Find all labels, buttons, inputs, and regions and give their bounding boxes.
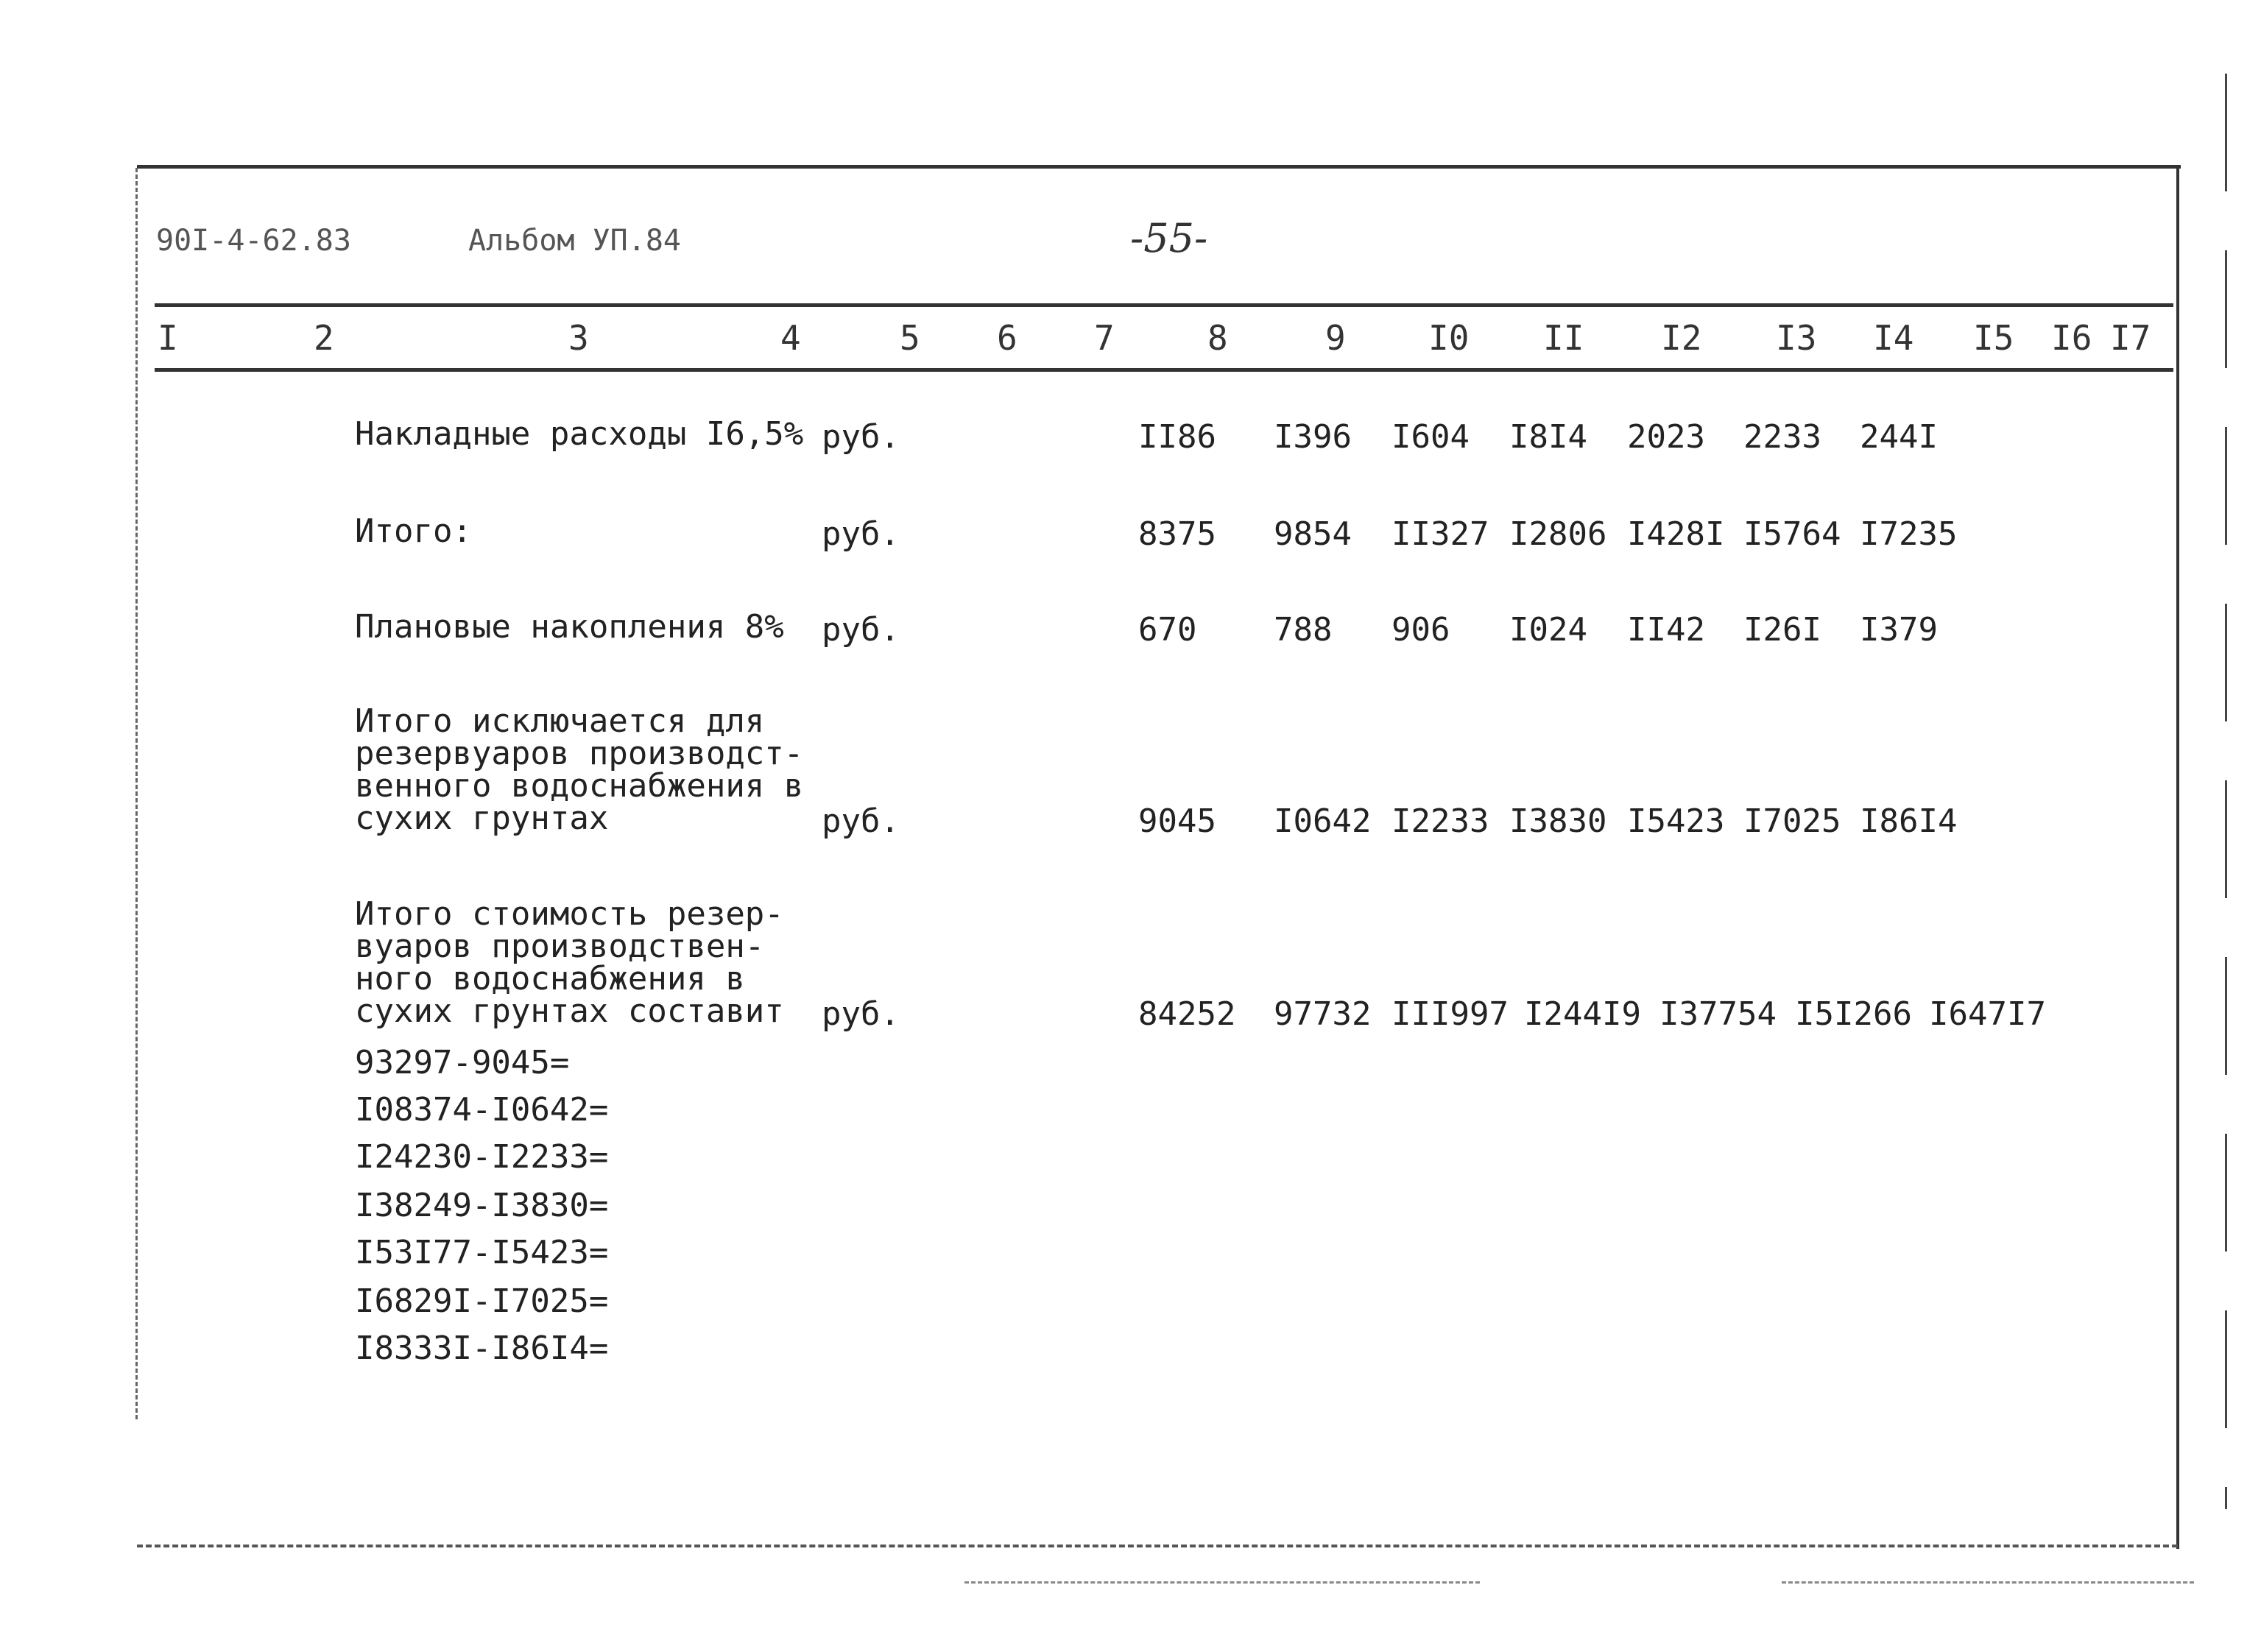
row-unit: руб. xyxy=(822,515,900,553)
column-number: 7 xyxy=(1094,318,1115,358)
calculation-line: I6829I-I7025= xyxy=(355,1282,609,1320)
column-number: 2 xyxy=(314,318,334,358)
row-value: I428I xyxy=(1627,515,1725,553)
row-label: Накладные расходы I6,5% xyxy=(355,415,804,453)
row-label: Плановые накопления 8% xyxy=(355,608,784,646)
calculation-line: 93297-9045= xyxy=(355,1044,570,1081)
calculation-line: I08374-I0642= xyxy=(355,1091,609,1129)
row-value: 2233 xyxy=(1743,418,1821,456)
row-unit: руб. xyxy=(822,418,900,456)
calculation-line: I38249-I3830= xyxy=(355,1187,609,1224)
row-value: 9045 xyxy=(1138,802,1216,840)
row-value: I2806 xyxy=(1509,515,1607,553)
row-value: I7235 xyxy=(1860,515,1958,553)
row-value: II42 xyxy=(1627,611,1705,649)
column-number: I6 xyxy=(2051,318,2092,358)
row-value: 670 xyxy=(1138,611,1197,649)
frame-bottom-line xyxy=(137,1545,2178,1547)
page-number: -55- xyxy=(1130,215,1208,261)
column-number: I2 xyxy=(1661,318,1702,358)
row-value: I5423 xyxy=(1627,802,1725,840)
row-value: 906 xyxy=(1391,611,1450,649)
row-unit: руб. xyxy=(822,611,900,649)
row-value: 84252 xyxy=(1138,995,1236,1033)
row-value: I024 xyxy=(1509,611,1587,649)
column-number: I4 xyxy=(1873,318,1914,358)
footer-dash xyxy=(964,1581,1480,1584)
row-value: I7025 xyxy=(1743,802,1841,840)
column-number: I3 xyxy=(1776,318,1817,358)
frame-left-line xyxy=(135,168,138,1419)
column-number: 4 xyxy=(780,318,801,358)
row-value: I8I4 xyxy=(1509,418,1587,456)
row-value: 9854 xyxy=(1274,515,1352,553)
row-unit: руб. xyxy=(822,995,900,1033)
row-label: Итого исключается для резервуаров производст- венного водоснабжения в сухих грунтах xyxy=(355,702,804,837)
row-unit: руб. xyxy=(822,802,900,840)
album-reference: Альбом УП.84 xyxy=(468,224,681,258)
frame-top-line xyxy=(137,165,2181,169)
column-number: I0 xyxy=(1428,318,1470,358)
row-value: I647I7 xyxy=(1929,995,2046,1033)
frame-right-line xyxy=(2176,165,2179,1549)
footer-dash xyxy=(1782,1581,2194,1584)
column-number: 3 xyxy=(568,318,589,358)
column-numbers-rule xyxy=(155,368,2173,372)
calculation-line: I24230-I2233= xyxy=(355,1138,609,1176)
column-number: 9 xyxy=(1325,318,1346,358)
row-value: 788 xyxy=(1274,611,1333,649)
column-number: II xyxy=(1543,318,1584,358)
row-value: I379 xyxy=(1860,611,1938,649)
row-value: I5I266 xyxy=(1795,995,1912,1033)
column-number: I xyxy=(158,318,178,358)
row-value: I3830 xyxy=(1509,802,1607,840)
row-value: I86I4 xyxy=(1860,802,1958,840)
row-value: I396 xyxy=(1274,418,1352,456)
column-number: 5 xyxy=(900,318,920,358)
calculation-line: I8333I-I86I4= xyxy=(355,1330,609,1367)
row-value: I26I xyxy=(1743,611,1821,649)
page-edge-line xyxy=(2225,74,2227,1509)
row-value: II327 xyxy=(1391,515,1489,553)
column-number: 6 xyxy=(997,318,1017,358)
row-value: I0642 xyxy=(1274,802,1372,840)
row-value: 8375 xyxy=(1138,515,1216,553)
row-value: I37754 xyxy=(1659,995,1777,1033)
row-value: I604 xyxy=(1391,418,1470,456)
row-value: II86 xyxy=(1138,418,1216,456)
column-number: I7 xyxy=(2110,318,2151,358)
row-value: I2233 xyxy=(1391,802,1489,840)
row-value: I244I9 xyxy=(1524,995,1641,1033)
row-value: I5764 xyxy=(1743,515,1841,553)
calculation-line: I53I77-I5423= xyxy=(355,1234,609,1271)
row-value: III997 xyxy=(1391,995,1509,1033)
row-value: 97732 xyxy=(1274,995,1372,1033)
row-label: Итого: xyxy=(355,512,472,550)
row-value: 244I xyxy=(1860,418,1938,456)
header-rule xyxy=(155,303,2173,307)
row-label: Итого стоимость резер- вуаров производствен- ного водоснабжения в сухих грунтах составит xyxy=(355,895,784,1030)
column-number: I5 xyxy=(1973,318,2014,358)
document-code: 90I-4-62.83 xyxy=(156,224,351,258)
row-value: 2023 xyxy=(1627,418,1705,456)
column-number: 8 xyxy=(1207,318,1228,358)
